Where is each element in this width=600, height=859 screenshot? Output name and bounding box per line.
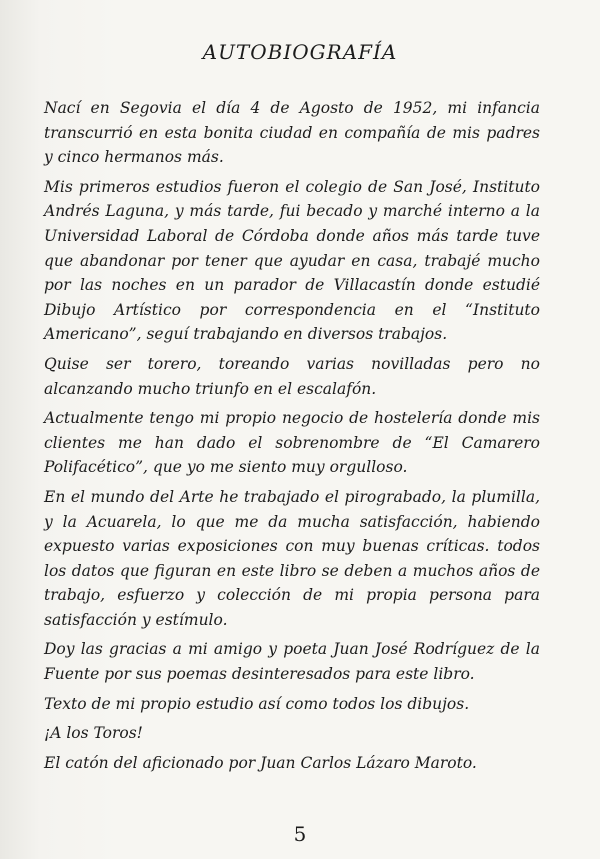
paragraph-bullfighter: Quise ser torero, toreando varias novilladas pero no alcanzando mucho triunfo en el escalafón. <box>44 354 540 398</box>
paragraph-book-title: El catón del aficionado por Juan Carlos Lázaro Maroto. <box>44 753 477 772</box>
paragraph-business: Actualmente tengo mi propio negocio de hostelería donde mis clientes me han dado el sobrenombre de “El Camarero Polifacético”, que yo me siento muy orgulloso. <box>44 409 540 477</box>
paragraph-art: En el mundo del Arte he trabajado el pirograbado, la plumilla, y la Acuarela, lo que me da mucha satisfacción, habiendo expuesto varias exposiciones con muy buenas críticas. todos los datos que figuran en este libro se deben a muchos años de trabajo, esfuerzo y colección de mi propia persona para satisfacción y estímulo. <box>44 487 540 629</box>
autobiography-text <box>44 96 540 780</box>
paragraph-exclamation: ¡A los Toros! <box>44 724 143 743</box>
paragraph-thanks: Doy las gracias a mi amigo y poeta Juan José Rodríguez de la Fuente por sus poemas desinteresados para este libro. <box>44 640 540 684</box>
paragraph-text-credit: Texto de mi propio estudio así como todos los dibujos. <box>44 694 470 713</box>
page-title: AUTOBIOGRAFÍA <box>202 40 398 64</box>
page-number: 5 <box>293 822 307 846</box>
paragraph-studies: Mis primeros estudios fueron el colegio de San José, Instituto Andrés Laguna, y más tarde, fui becado y marché interno a la Universidad Laboral de Córdoba donde años más tarde tuve que abandonar por tener que ayudar en casa, trabajé mucho por las noches en un parador de Villacastín donde estudié Dibujo Artístico por correspondencia en el “Instituto Americano”, seguí trabajando en diversos trabajos. <box>44 177 540 344</box>
paragraph-birth: Nací en Segovia el día 4 de Agosto de 1952, mi infancia transcurrió en esta bonita ciudad en compañía de mis padres y cinco hermanos más. <box>44 99 540 167</box>
